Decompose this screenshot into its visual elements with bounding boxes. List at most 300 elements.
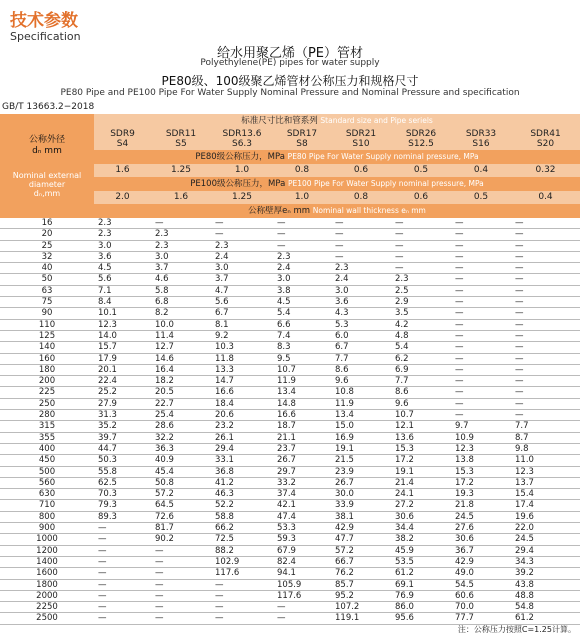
wall-cell: —: [451, 251, 511, 262]
wall-cell: 47.4: [273, 511, 331, 522]
wall-cell: 2.3: [391, 274, 451, 285]
pe80-value-3: 0.8: [273, 164, 331, 177]
table-row: [0, 218, 580, 229]
wall-cell: 105.9: [273, 579, 331, 590]
wall-cell: —: [511, 274, 580, 285]
wall-cell: 9.8: [511, 443, 580, 454]
wall-cell: 89.3: [94, 511, 151, 522]
wall-cell: 8.6: [391, 387, 451, 398]
wall-cell: 2.3: [94, 229, 151, 240]
wall-cell: —: [511, 398, 580, 409]
sdr-cell-5: SDR26 S12.5: [391, 128, 451, 150]
sdr-cell-7: SDR41 S20: [511, 128, 580, 150]
wall-cell: 76.9: [391, 590, 451, 601]
wall-cell: 3.0: [211, 263, 273, 274]
table-row: [0, 579, 580, 590]
pe100-title: [94, 177, 580, 191]
series-title: [94, 114, 580, 128]
wall-cell: —: [511, 240, 580, 251]
wall-cell: 5.8: [151, 285, 211, 296]
wall-cell: 5.6: [211, 297, 273, 308]
pe100-value-2: 1.25: [211, 191, 273, 204]
wall-cell: —: [451, 330, 511, 341]
wall-cell: 9.2: [211, 330, 273, 341]
od-cell: 400: [0, 443, 94, 454]
od-cell: 2500: [0, 613, 94, 624]
wall-cell: 49.0: [451, 568, 511, 579]
wall-cell: —: [94, 568, 151, 579]
wall-cell: 26.7: [331, 477, 391, 488]
wall-cell: 42.9: [451, 556, 511, 567]
od-label-en-1: Nominal external: [12, 170, 82, 180]
table-row: [0, 251, 580, 262]
wall-title: [94, 204, 580, 218]
table-row: [0, 500, 580, 511]
pe80-value-2: 1.0: [211, 164, 273, 177]
table-row: [0, 263, 580, 274]
wall-cell: —: [211, 229, 273, 240]
wall-cell: 7.7: [511, 421, 580, 432]
pe100-value-3: 1.0: [273, 191, 331, 204]
wall-cell: 6.2: [391, 353, 451, 364]
wall-cell: 70.0: [451, 602, 511, 613]
wall-cell: —: [451, 297, 511, 308]
table-row: [0, 410, 580, 421]
series-title-row: [0, 114, 580, 128]
wall-cell: 4.2: [391, 319, 451, 330]
wall-cell: 18.2: [151, 376, 211, 387]
wall-cell: 33.2: [273, 477, 331, 488]
table-row: [0, 274, 580, 285]
wall-cell: 13.8: [451, 455, 511, 466]
wall-cell: 30.6: [451, 534, 511, 545]
wall-cell: —: [273, 229, 331, 240]
wall-cell: 12.3: [511, 466, 580, 477]
wall-cell: 2.4: [331, 274, 391, 285]
wall-cell: 4.7: [211, 285, 273, 296]
wall-cell: 4.8: [391, 330, 451, 341]
wall-cell: 11.4: [151, 330, 211, 341]
table-row: [0, 511, 580, 522]
wall-cell: 10.8: [331, 387, 391, 398]
wall-cell: 24.1: [391, 489, 451, 500]
wall-cell: 15.3: [451, 466, 511, 477]
wall-cell: 53.3: [273, 523, 331, 534]
pe80-title-en: PE80 Pipe For Water Supply nominal pressure, MPa: [287, 152, 479, 161]
wall-cell: 10.0: [151, 319, 211, 330]
od-cell: 225: [0, 387, 94, 398]
wall-cell: 66.7: [331, 556, 391, 567]
table-row: [0, 432, 580, 443]
wall-cell: —: [151, 545, 211, 556]
wall-title-cn: 公称壁厚eₙ mm: [248, 206, 311, 216]
wall-cell: 34.4: [391, 523, 451, 534]
pe100-value-6: 0.5: [451, 191, 511, 204]
wall-cell: 57.2: [331, 545, 391, 556]
wall-cell: 6.6: [273, 319, 331, 330]
wall-cell: 13.3: [211, 364, 273, 375]
wall-cell: 2.4: [273, 263, 331, 274]
wall-cell: 5.3: [331, 319, 391, 330]
table-row: [0, 285, 580, 296]
pe100-value-5: 0.6: [391, 191, 451, 204]
wall-cell: 8.1: [211, 319, 273, 330]
od-cell: 40: [0, 263, 94, 274]
wall-cell: 42.1: [273, 500, 331, 511]
wall-cell: 2.3: [211, 240, 273, 251]
wall-cell: —: [94, 556, 151, 567]
wall-cell: 15.0: [331, 421, 391, 432]
od-cell: 2250: [0, 602, 94, 613]
wall-cell: —: [511, 410, 580, 421]
wall-cell: —: [94, 579, 151, 590]
wall-cell: —: [391, 218, 451, 229]
wall-cell: 48.8: [511, 590, 580, 601]
wall-cell: —: [451, 410, 511, 421]
wall-cell: 8.3: [273, 342, 331, 353]
wall-cell: 95.6: [391, 613, 451, 624]
wall-cell: 16.4: [151, 364, 211, 375]
wall-cell: 72.6: [151, 511, 211, 522]
od-cell: 355: [0, 432, 94, 443]
wall-cell: 29.4: [211, 443, 273, 454]
wall-cell: 4.5: [273, 297, 331, 308]
wall-cell: 33.1: [211, 455, 273, 466]
wall-cell: 50.3: [94, 455, 151, 466]
wall-cell: 21.4: [391, 477, 451, 488]
pe80-title: [94, 150, 580, 164]
wall-cell: 82.4: [273, 556, 331, 567]
od-cell: 63: [0, 285, 94, 296]
wall-cell: 24.5: [511, 534, 580, 545]
wall-cell: —: [391, 240, 451, 251]
wall-cell: 6.0: [331, 330, 391, 341]
pe80-values-row: [0, 164, 580, 177]
wall-cell: —: [451, 364, 511, 375]
wall-cell: 21.8: [451, 500, 511, 511]
wall-cell: 13.4: [331, 410, 391, 421]
table-row: [0, 308, 580, 319]
wall-cell: 81.7: [151, 523, 211, 534]
wall-cell: 46.3: [211, 489, 273, 500]
wall-cell: 90.2: [151, 534, 211, 545]
wall-cell: 21.1: [273, 432, 331, 443]
wall-cell: —: [211, 218, 273, 229]
sdr-row: [0, 128, 580, 150]
wall-cell: 19.6: [511, 511, 580, 522]
sdr-cell-3: SDR17 S8: [273, 128, 331, 150]
wall-cell: —: [451, 398, 511, 409]
sub-title-en: PE80 Pipe and PE100 Pipe For Water Supply Nominal Pressure and Nominal Pressure and specification: [60, 88, 520, 98]
wall-cell: 8.6: [331, 364, 391, 375]
wall-cell: 45.9: [391, 545, 451, 556]
wall-cell: 37.4: [273, 489, 331, 500]
wall-cell: 11.9: [331, 398, 391, 409]
wall-cell: 61.2: [391, 568, 451, 579]
wall-cell: 15.4: [511, 489, 580, 500]
wall-cell: —: [451, 308, 511, 319]
wall-cell: 107.2: [331, 602, 391, 613]
table-row: [0, 613, 580, 624]
wall-cell: —: [511, 308, 580, 319]
table-row: [0, 523, 580, 534]
wall-cell: 11.0: [511, 455, 580, 466]
od-cell: 1600: [0, 568, 94, 579]
wall-cell: —: [511, 342, 580, 353]
wall-cell: 3.7: [151, 263, 211, 274]
od-label-cn-2: dₙ mm: [32, 146, 62, 156]
wall-title-en: Nominal wall thickness eₙ mm: [312, 206, 426, 215]
wall-cell: 13.4: [273, 387, 331, 398]
wall-cell: —: [151, 568, 211, 579]
wall-cell: 12.3: [94, 319, 151, 330]
wall-cell: 21.5: [331, 455, 391, 466]
wall-cell: 117.6: [273, 590, 331, 601]
wall-cell: 2.4: [211, 251, 273, 262]
wall-cell: 39.7: [94, 432, 151, 443]
wall-cell: 36.8: [211, 466, 273, 477]
wall-cell: —: [331, 251, 391, 262]
wall-cell: —: [451, 387, 511, 398]
wall-cell: —: [511, 263, 580, 274]
wall-cell: 17.9: [94, 353, 151, 364]
table-row: [0, 421, 580, 432]
wall-cell: —: [94, 545, 151, 556]
od-cell: 110: [0, 319, 94, 330]
wall-cell: 7.7: [391, 376, 451, 387]
pe100-title-cn: PE100级公称压力，MPa: [190, 179, 286, 189]
wall-cell: 14.0: [94, 330, 151, 341]
wall-cell: 50.8: [151, 477, 211, 488]
wall-title-row: [0, 204, 580, 218]
wall-cell: —: [273, 613, 331, 624]
wall-cell: 3.0: [94, 240, 151, 251]
wall-cell: 9.6: [391, 398, 451, 409]
wall-cell: 8.4: [94, 297, 151, 308]
wall-cell: 17.2: [451, 477, 511, 488]
table-row: [0, 534, 580, 545]
table-row: [0, 229, 580, 240]
table-row: [0, 297, 580, 308]
wall-cell: 6.9: [391, 364, 451, 375]
wall-cell: 30.6: [391, 511, 451, 522]
pe100-value-0: 2.0: [94, 191, 151, 204]
wall-cell: 11.9: [273, 376, 331, 387]
wall-cell: 12.7: [151, 342, 211, 353]
od-cell: 200: [0, 376, 94, 387]
wall-cell: 94.1: [273, 568, 331, 579]
wall-cell: 60.6: [451, 590, 511, 601]
wall-cell: 23.2: [211, 421, 273, 432]
od-cell: 800: [0, 511, 94, 522]
pe80-value-0: 1.6: [94, 164, 151, 177]
wall-cell: —: [94, 523, 151, 534]
wall-cell: 64.5: [151, 500, 211, 511]
wall-cell: 25.2: [94, 387, 151, 398]
sdr-cell-2: SDR13.6 S6.3: [211, 128, 273, 150]
pe80-value-6: 0.4: [451, 164, 511, 177]
od-cell: 75: [0, 297, 94, 308]
table-row: [0, 353, 580, 364]
wall-cell: 20.1: [94, 364, 151, 375]
pe100-title-en: PE100 Pipe For Water Supply nominal pressure, MPa: [288, 179, 484, 188]
wall-cell: —: [511, 364, 580, 375]
wall-cell: 7.1: [94, 285, 151, 296]
wall-cell: —: [151, 613, 211, 624]
wall-cell: 8.2: [151, 308, 211, 319]
od-cell: 16: [0, 218, 94, 229]
pe100-value-4: 0.8: [331, 191, 391, 204]
wall-cell: 53.5: [391, 556, 451, 567]
od-cell: 125: [0, 330, 94, 341]
wall-cell: 4.5: [94, 263, 151, 274]
table-row: [0, 489, 580, 500]
wall-cell: —: [451, 353, 511, 364]
wall-cell: 2.3: [331, 263, 391, 274]
wall-cell: 41.2: [211, 477, 273, 488]
wall-cell: 22.0: [511, 523, 580, 534]
sdr-cell-0: SDR9 S4: [94, 128, 151, 150]
wall-cell: 22.7: [151, 398, 211, 409]
wall-cell: 102.9: [211, 556, 273, 567]
wall-cell: —: [211, 590, 273, 601]
wall-cell: 72.5: [211, 534, 273, 545]
wall-cell: —: [451, 319, 511, 330]
wall-cell: 19.1: [391, 466, 451, 477]
wall-cell: 10.7: [391, 410, 451, 421]
od-label-en-2: diameter: [28, 179, 66, 189]
pe80-value-1: 1.25: [151, 164, 211, 177]
wall-cell: —: [451, 285, 511, 296]
wall-cell: —: [151, 218, 211, 229]
wall-cell: 16.6: [273, 410, 331, 421]
od-cell: 900: [0, 523, 94, 534]
wall-cell: 4.3: [331, 308, 391, 319]
pe100-value-1: 1.6: [151, 191, 211, 204]
wall-cell: 15.3: [391, 443, 451, 454]
wall-cell: 14.7: [211, 376, 273, 387]
wall-cell: —: [451, 263, 511, 274]
wall-cell: 10.3: [211, 342, 273, 353]
wall-cell: 27.2: [391, 500, 451, 511]
wall-cell: —: [511, 251, 580, 262]
od-cell: 710: [0, 500, 94, 511]
od-label-top: [0, 114, 94, 128]
wall-cell: 32.2: [151, 432, 211, 443]
wall-cell: —: [391, 229, 451, 240]
wall-cell: 59.3: [273, 534, 331, 545]
wall-cell: —: [511, 353, 580, 364]
wall-cell: 26.7: [273, 455, 331, 466]
wall-cell: 66.2: [211, 523, 273, 534]
wall-cell: 7.4: [273, 330, 331, 341]
wall-cell: 18.7: [273, 421, 331, 432]
wall-cell: 38.2: [391, 534, 451, 545]
od-cell: 250: [0, 398, 94, 409]
wall-cell: 26.1: [211, 432, 273, 443]
wall-cell: 15.7: [94, 342, 151, 353]
wall-cell: 2.9: [391, 297, 451, 308]
od-cell: 50: [0, 274, 94, 285]
wall-cell: 36.7: [451, 545, 511, 556]
table-row: [0, 240, 580, 251]
wall-cell: 9.7: [451, 421, 511, 432]
wall-cell: 27.9: [94, 398, 151, 409]
wall-cell: —: [94, 602, 151, 613]
wall-cell: —: [511, 218, 580, 229]
wall-cell: 79.3: [94, 500, 151, 511]
wall-cell: —: [94, 613, 151, 624]
wall-cell: 6.8: [151, 297, 211, 308]
wall-cell: 44.7: [94, 443, 151, 454]
od-label-cn: [0, 128, 94, 164]
sdr-cell-1: SDR11 S5: [151, 128, 211, 150]
wall-cell: 77.7: [451, 613, 511, 624]
wall-cell: 69.1: [391, 579, 451, 590]
wall-cell: 7.7: [331, 353, 391, 364]
wall-cell: 6.7: [211, 308, 273, 319]
wall-cell: 25.4: [151, 410, 211, 421]
wall-cell: —: [151, 579, 211, 590]
wall-cell: —: [94, 534, 151, 545]
od-cell: 630: [0, 489, 94, 500]
wall-cell: 10.7: [273, 364, 331, 375]
od-cell: 1800: [0, 579, 94, 590]
wall-cell: 16.6: [211, 387, 273, 398]
wall-cell: 95.2: [331, 590, 391, 601]
od-cell: 1200: [0, 545, 94, 556]
wall-cell: —: [391, 263, 451, 274]
wall-cell: 117.6: [211, 568, 273, 579]
wall-cell: —: [94, 590, 151, 601]
pe80-value-5: 0.5: [391, 164, 451, 177]
od-cell: 1000: [0, 534, 94, 545]
wall-cell: 13.7: [511, 477, 580, 488]
wall-cell: —: [451, 229, 511, 240]
table-row: [0, 342, 580, 353]
wall-cell: 2.3: [273, 251, 331, 262]
wall-cell: 38.1: [331, 511, 391, 522]
standard-code: GB/T 13663.2−2018: [2, 102, 95, 112]
wall-cell: 61.2: [511, 613, 580, 624]
wall-cell: 24.5: [451, 511, 511, 522]
wall-cell: 39.2: [511, 568, 580, 579]
wall-cell: —: [511, 387, 580, 398]
wall-cell: 20.6: [211, 410, 273, 421]
od-label-en: [0, 164, 94, 204]
table-row: [0, 545, 580, 556]
wall-cell: 5.4: [391, 342, 451, 353]
pe80-value-7: 0.32: [511, 164, 580, 177]
wall-cell: 54.8: [511, 602, 580, 613]
wall-cell: —: [151, 556, 211, 567]
wall-cell: 12.3: [451, 443, 511, 454]
wall-cell: 67.9: [273, 545, 331, 556]
wall-cell: 55.8: [94, 466, 151, 477]
footnote: 注：公称压力按照C=1.25计算。: [457, 625, 576, 634]
wall-cell: —: [151, 590, 211, 601]
table-row: [0, 398, 580, 409]
section-title-cn: 技术参数: [10, 11, 78, 31]
wall-cell: 3.6: [94, 251, 151, 262]
wall-cell: 23.9: [331, 466, 391, 477]
wall-cell: 86.0: [391, 602, 451, 613]
wall-cell: 3.7: [211, 274, 273, 285]
table-row: [0, 568, 580, 579]
wall-cell: 14.8: [273, 398, 331, 409]
table-row: [0, 443, 580, 454]
wall-cell: 54.5: [451, 579, 511, 590]
